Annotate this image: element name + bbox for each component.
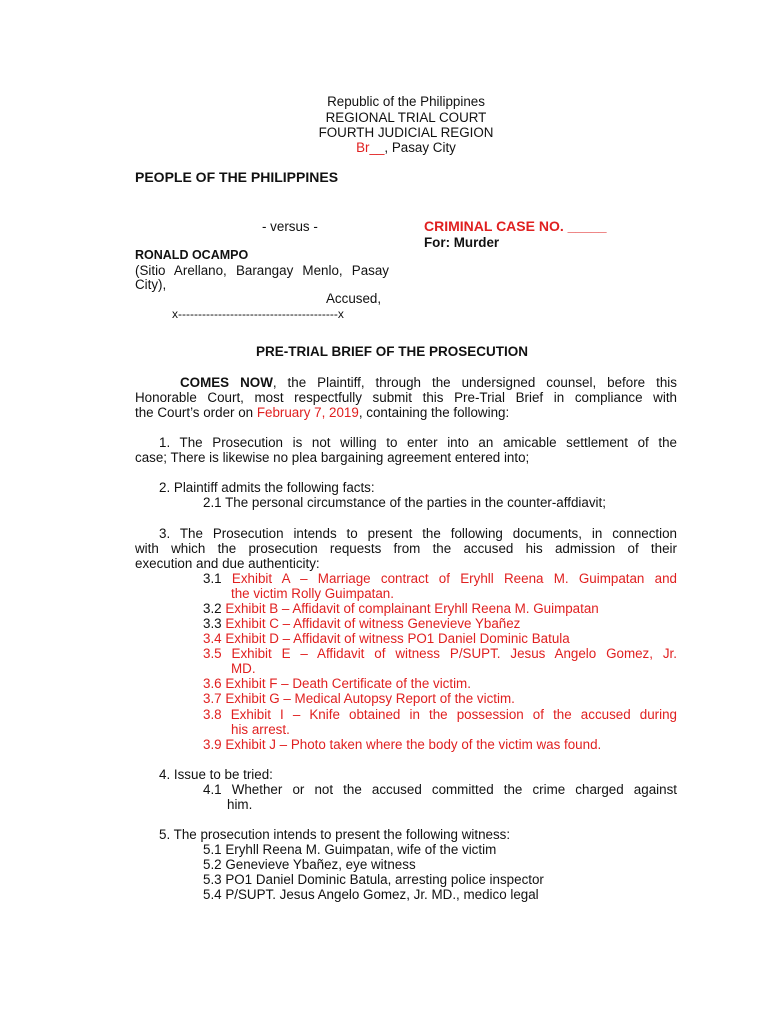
- intro-line-3: [135, 405, 509, 420]
- exhibit-c-num: 3.3: [203, 616, 226, 631]
- comes-now: COMES NOW: [180, 375, 273, 390]
- witness-3: 5.3 PO1 Daniel Dominic Batula, arresting police inspector: [203, 872, 544, 887]
- accused-address-line1: (Sitio Arellano, Barangay Menlo, Pasay: [135, 263, 389, 278]
- witness-4: 5.4 P/SUPT. Jesus Angelo Gomez, Jr. MD., medico legal: [203, 887, 539, 902]
- item-4-1-line-2: him.: [227, 797, 253, 812]
- item-2-line-1: 2. Plaintiff admits the following facts:: [159, 480, 375, 495]
- accused-name: RONALD OCAMPO: [135, 248, 249, 262]
- item-3-line-3: execution and due authenticity:: [135, 556, 320, 571]
- intro-line-3-b: , containing the following:: [358, 405, 510, 420]
- exhibit-e-line-1: [203, 646, 677, 661]
- header-branch-line: [0, 140, 768, 156]
- item-3-line-1: 3. The Prosecution intends to present the following documents, in connection: [159, 526, 677, 541]
- exhibit-f-text: Exhibit F – Death Certificate of the victim.: [225, 676, 471, 691]
- branch-city: , Pasay City: [384, 140, 456, 155]
- exhibit-e-line-2: MD.: [231, 661, 256, 676]
- plaintiff-name: PEOPLE OF THE PHILIPPINES: [135, 169, 339, 185]
- exhibit-f: [203, 676, 471, 691]
- exhibit-c: [203, 616, 520, 631]
- header-region: FOURTH JUDICIAL REGION: [318, 125, 494, 140]
- exhibit-a-line-2: the victim Rolly Guimpatan.: [231, 586, 394, 601]
- header-republic: Republic of the Philippines: [327, 94, 485, 109]
- exhibit-i-num: 3.8: [203, 707, 231, 722]
- item-2-1: 2.1 The personal circumstance of the parties in the counter-affdiavit;: [203, 495, 606, 510]
- item-1-line-2: case; There is likewise no plea bargaining agreement entered into;: [135, 450, 530, 465]
- exhibit-d-text: Exhibit D – Affidavit of witness PO1 Daniel Dominic Batula: [225, 631, 570, 646]
- exhibit-a-text: Exhibit A – Marriage contract of Eryhll Reena M. Guimpatan and: [231, 571, 677, 586]
- exhibit-b: [203, 601, 599, 616]
- exhibit-d: [203, 631, 570, 646]
- accused-label: Accused,: [326, 291, 382, 306]
- witness-1: 5.1 Eryhll Reena M. Guimpatan, wife of the victim: [203, 842, 497, 857]
- witness-2: 5.2 Genevieve Ybañez, eye witness: [203, 857, 416, 872]
- exhibit-g-num: 3.7: [203, 691, 226, 706]
- exhibit-c-text: Exhibit C – Affidavit of witness Genevieve Ybañez: [225, 616, 521, 631]
- exhibit-e-num: 3.5: [203, 646, 232, 661]
- item-4-1-line-1: 4.1 Whether or not the accused committed the crime charged against: [203, 782, 677, 797]
- item-5-line-1: 5. The prosecution intends to present the following witness:: [159, 827, 511, 842]
- exhibit-e-text: Exhibit E – Affidavit of witness P/SUPT. Jesus Angelo Gomez, Jr.: [231, 646, 678, 661]
- caption-separator: x----------------------------------------x: [172, 307, 344, 321]
- item-3-line-2: with which the prosecution requests from the accused his admission of their: [135, 541, 677, 556]
- case-offense: For: Murder: [424, 235, 500, 250]
- exhibit-j-num: 3.9: [203, 737, 226, 752]
- exhibit-b-text: Exhibit B – Affidavit of complainant Eryhll Reena M. Guimpatan: [225, 601, 599, 616]
- exhibit-g: [203, 691, 515, 706]
- exhibit-a-line-1: [203, 571, 677, 586]
- accused-address-line2: City),: [135, 277, 167, 292]
- exhibit-d-num: 3.4: [203, 631, 226, 646]
- exhibit-i-line-2: his arrest.: [231, 722, 290, 737]
- exhibit-f-num: 3.6: [203, 676, 226, 691]
- order-date: February 7, 2019: [256, 405, 359, 420]
- item-1-line-1: 1. The Prosecution is not willing to enter into an amicable settlement of the: [159, 435, 677, 450]
- versus-label: - versus -: [262, 219, 318, 234]
- exhibit-j-text: Exhibit J – Photo taken where the body of the victim was found.: [225, 737, 602, 752]
- exhibit-g-text: Exhibit G – Medical Autopsy Report of the victim.: [225, 691, 515, 706]
- intro-line-3-a: the Court’s order on: [135, 405, 257, 420]
- exhibit-j: [203, 737, 601, 752]
- intro-line-1-rest: , the Plaintiff, through the undersigned counsel, before this: [272, 375, 677, 390]
- document-title: PRE-TRIAL BRIEF OF THE PROSECUTION: [256, 344, 529, 359]
- intro-line-1: [135, 375, 677, 390]
- exhibit-a-num: 3.1: [203, 571, 232, 586]
- exhibit-i-text: Exhibit I – Knife obtained in the possession of the accused during: [230, 707, 677, 722]
- exhibit-b-num: 3.2: [203, 601, 226, 616]
- item-4-line-1: 4. Issue to be tried:: [159, 767, 273, 782]
- exhibit-i-line-1: [203, 707, 677, 722]
- case-number: CRIMINAL CASE NO. _____: [424, 218, 607, 234]
- header-court: REGIONAL TRIAL COURT: [325, 110, 487, 125]
- branch-number: Br__: [356, 140, 385, 155]
- intro-line-2: Honorable Court, most respectfully submit this Pre-Trial Brief in compliance with: [135, 390, 677, 405]
